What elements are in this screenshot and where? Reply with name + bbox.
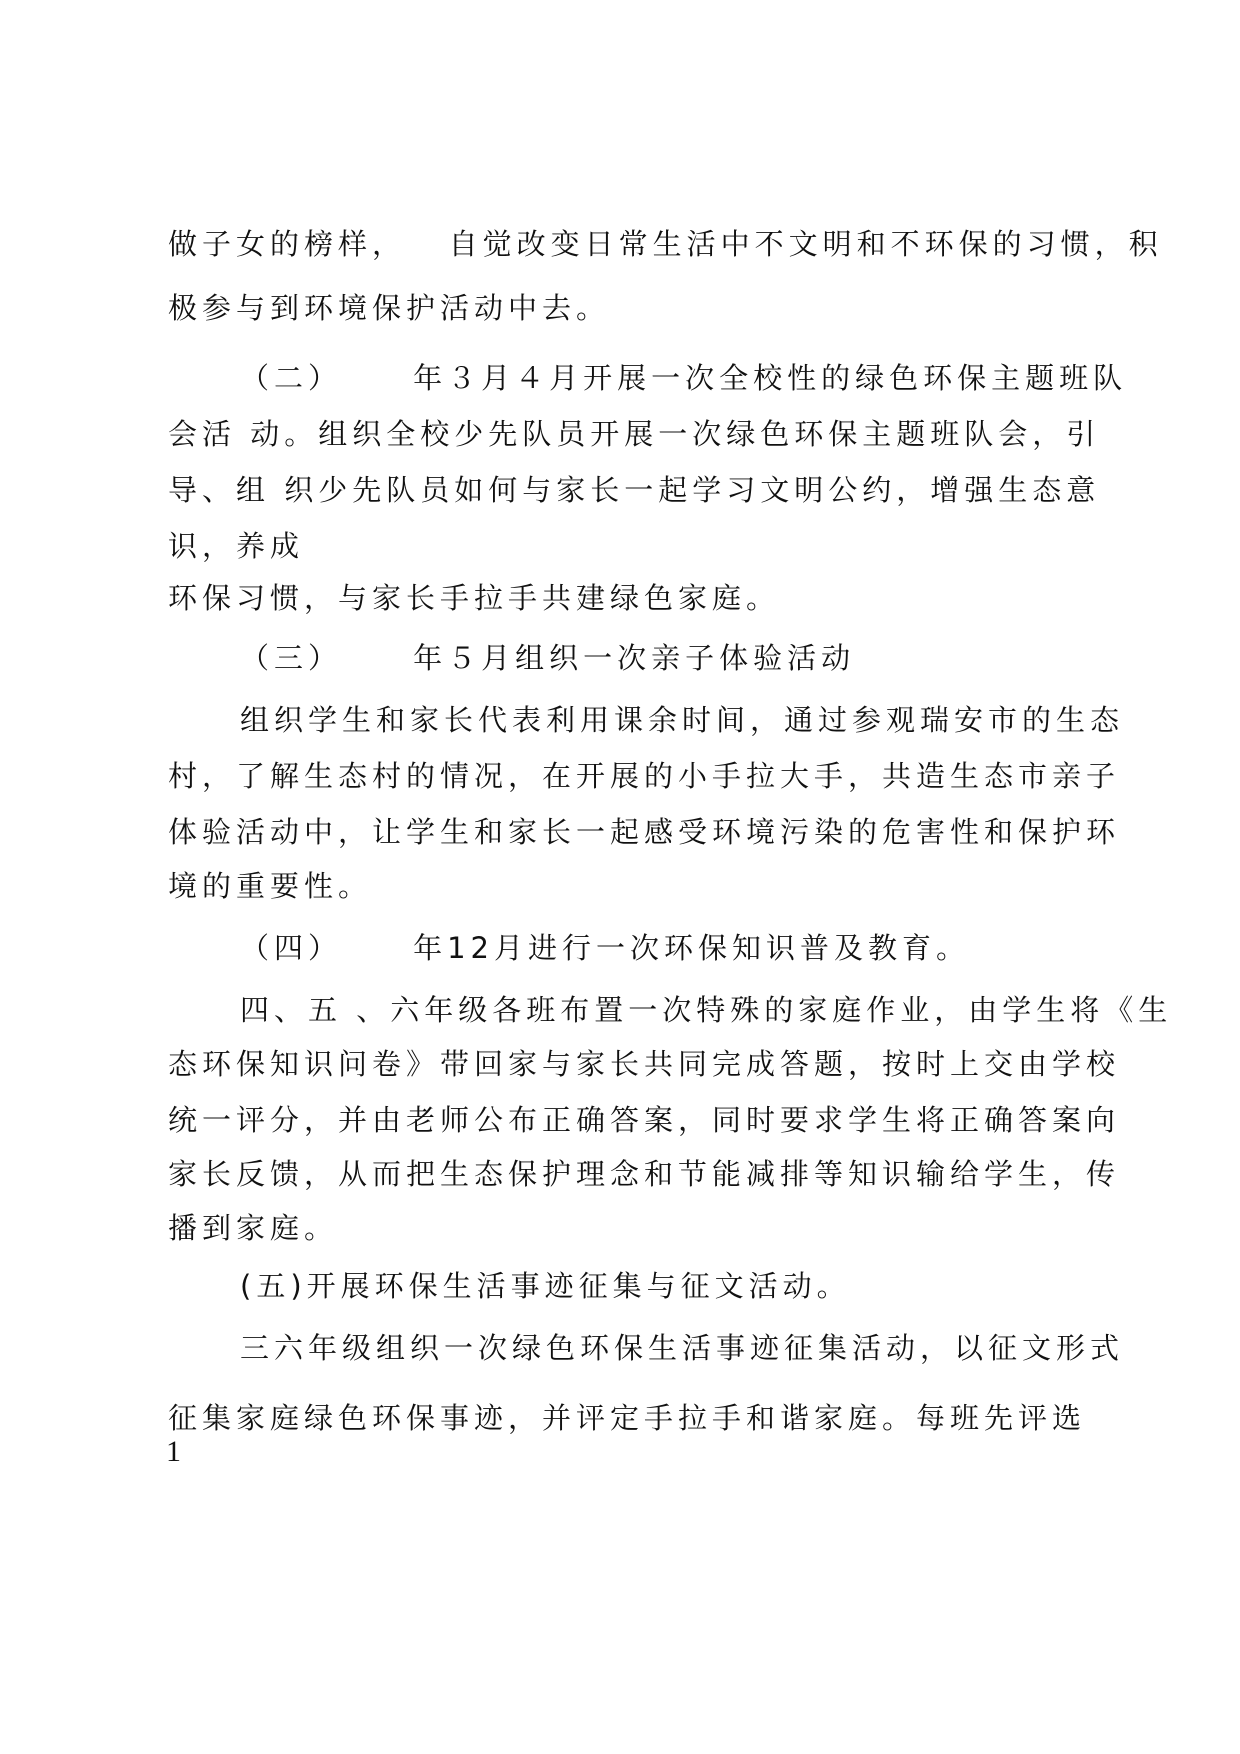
section-heading-5: (五)开展环保生活事迹征集与征文活动。 — [240, 1269, 851, 1303]
text-line: 征集家庭绿色环保事迹，并评定手拉手和谐家庭。每班先评选 — [168, 1401, 1087, 1435]
page-number: 1 — [166, 1435, 181, 1468]
text-line: 播到家庭。 — [168, 1211, 339, 1245]
text-line: 境的重要性。 — [168, 869, 373, 903]
text-line: 村，了解生态村的情况，在开展的小手拉大手，共造生态市亲子 — [168, 759, 1121, 793]
text-line: 态环保知识问卷》带回家与家长共同完成答题，按时上交由学校 — [168, 1047, 1121, 1081]
text-line: 环保习惯，与家长手拉手共建绿色家庭。 — [168, 581, 781, 615]
section-heading-3: （三） 年５月组织一次亲子体验活动 — [240, 641, 856, 675]
text-line: 四、五 、六年级各班布置一次特殊的家庭作业，由学生将《生 — [240, 993, 1173, 1027]
text-line: 做子女的榜样， 自觉改变日常生活中不文明和不环保的习惯，积 — [168, 227, 1163, 261]
text-line: 识，养成 — [168, 529, 305, 563]
text-line: 体验活动中，让学生和家长一起感受环境污染的危害性和保护环 — [168, 815, 1121, 849]
text-line: 极参与到环境保护活动中去。 — [168, 291, 611, 325]
text-line: 会活 动。组织全校少先队员开展一次绿色环保主题班队会，引 — [168, 417, 1101, 451]
section-heading-2: （二） 年３月４月开展一次全校性的绿色环保主题班队 — [240, 361, 1128, 395]
text-line: 三六年级组织一次绿色环保生活事迹征集活动，以征文形式 — [240, 1331, 1125, 1365]
section-heading-4: （四） 年12月进行一次环保知识普及教育。 — [240, 931, 970, 965]
text-line: 家长反馈，从而把生态保护理念和节能减排等知识输给学生，传 — [168, 1157, 1121, 1191]
text-line: 导、组 织少先队员如何与家长一起学习文明公约，增强生态意 — [168, 473, 1101, 507]
text-line: 组织学生和家长代表利用课余时间，通过参观瑞安市的生态 — [240, 703, 1125, 737]
text-line: 统一评分，并由老师公布正确答案，同时要求学生将正确答案向 — [168, 1103, 1121, 1137]
